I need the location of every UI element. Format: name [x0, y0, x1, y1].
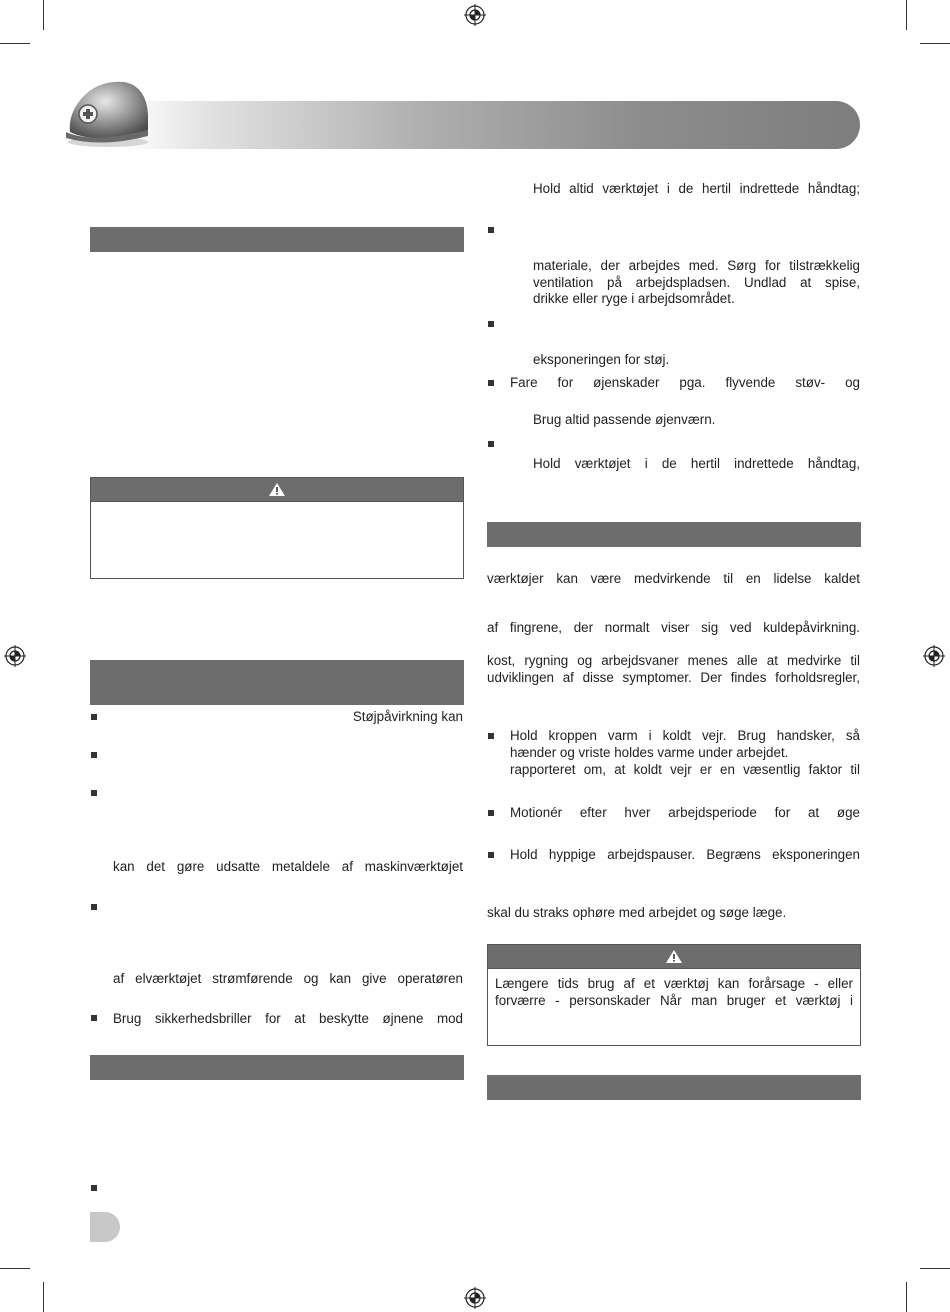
page-number-tab: [90, 1212, 120, 1242]
noise-text: Brug sikkerhedsbriller for at beskytte øjnene mod: [113, 1011, 463, 1026]
noise-text: Støjpåvirkning kan: [352, 709, 463, 724]
bullet: [488, 852, 494, 858]
body-text: rapporteret om, at koldt vejr er en væsentlig faktor til: [510, 762, 860, 777]
body-text: Brug altid passende øjenværn.: [533, 412, 716, 427]
body-text: Fare for øjenskader pga. flyvende støv- og: [510, 375, 860, 390]
registration-mark-icon: [923, 645, 945, 667]
body-text: eksponeringen for støj.: [533, 352, 670, 367]
body-text: drikke eller ryge i arbejdsområdet.: [533, 291, 735, 306]
body-text: Hold altid værktøjet i de hertil indrettede håndtag;: [533, 181, 860, 196]
bullet: [91, 904, 97, 910]
bullet: [488, 227, 494, 233]
body-text: værktøjer kan være medvirkende til en lidelse kaldet: [487, 571, 860, 586]
crop-mark: [0, 43, 30, 44]
registration-mark-icon: [464, 1287, 486, 1309]
crop-mark: [920, 1268, 950, 1269]
crop-mark: [43, 1282, 44, 1312]
crop-mark: [906, 0, 907, 30]
header-banner: [120, 101, 860, 149]
crop-mark: [0, 1268, 30, 1269]
registration-mark-icon: [464, 4, 486, 26]
bullet: [488, 380, 494, 386]
bullet: [488, 810, 494, 816]
bullet: [91, 1185, 97, 1191]
body-text: ventilation på arbejdspladsen. Undlad at spise,: [533, 275, 860, 290]
warning-triangle-icon: [665, 949, 683, 964]
crop-mark: [906, 1282, 907, 1312]
warning-header: [488, 945, 860, 969]
warning-box: [90, 477, 464, 579]
warning-text: forværre - personskader Når man bruger et værktøj i: [495, 993, 853, 1008]
section-header-bar: [90, 1055, 464, 1080]
body-text: Hold hyppige arbejdspauser. Begræns eksponeringen: [510, 847, 860, 862]
warning-header: [91, 478, 463, 502]
warning-text: Længere tids brug af et værktøj kan forårsage - eller: [495, 976, 853, 991]
body-text: udviklingen af disse symptomer. Der findes forholdsregler,: [487, 670, 860, 685]
hard-hat-icon: [62, 74, 154, 150]
noise-text: af elværktøjet strømførende og kan give operatøren: [113, 971, 463, 986]
noise-text: kan det gøre udsatte metaldele af maskinværktøjet: [113, 859, 463, 874]
body-text: materiale, der arbejdes med. Sørg for tilstrækkelig: [533, 258, 860, 273]
bullet: [91, 790, 97, 796]
warning-triangle-icon: [268, 482, 286, 497]
body-text: hænder og vriste holdes varme under arbejdet.: [510, 745, 789, 760]
body-text: kost, rygning og arbejdsvaner menes alle at medvirke til: [487, 653, 860, 668]
warning-box: [487, 944, 861, 1046]
body-text: Hold værktøjet i de hertil indrettede håndtag,: [533, 456, 860, 471]
bullet: [488, 733, 494, 739]
bullet: [91, 752, 97, 758]
section-header-bar: [487, 522, 861, 547]
body-text: af fingrene, der normalt viser sig ved kuldepåvirkning.: [487, 620, 860, 635]
body-text: Motionér efter hver arbejdsperiode for at øge: [510, 805, 860, 820]
bullet: [488, 441, 494, 447]
crop-mark: [920, 43, 950, 44]
bullet: [91, 1015, 97, 1021]
crop-mark: [43, 0, 44, 30]
section-header-bar: [90, 227, 464, 252]
registration-mark-icon: [4, 645, 26, 667]
section-header-bar: [90, 660, 464, 705]
body-text: Hold kroppen varm i koldt vejr. Brug handsker, så: [510, 728, 860, 743]
bullet: [91, 714, 97, 720]
body-text: skal du straks ophøre med arbejdet og søge læge.: [487, 905, 787, 920]
section-header-bar: [487, 1075, 861, 1100]
bullet: [488, 321, 494, 327]
